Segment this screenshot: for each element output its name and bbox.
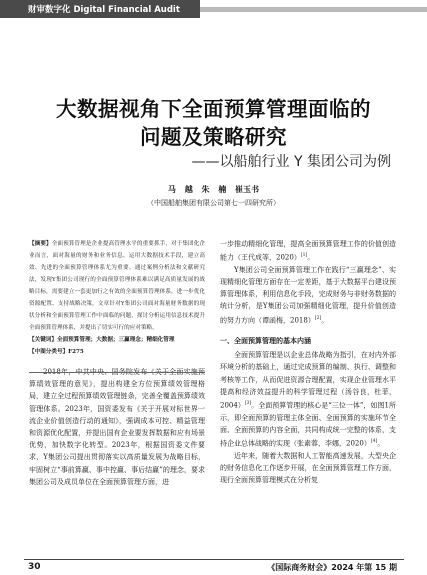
abstract-text: 全面预算管理是企业提高管理水平的重要抓手，对于集团化企业而言，面对海量的财务和业务信息，运用大数据技术手段，建立高效、先进的全面预算管理体系尤为重要。通过案例分析法和文献研究法，发现Y集团公司现行的全面预算管理体系难以满足高质量发展的战略目标，需要建立一套更加行之有效的全面预算管理体系，进一步优化资源配置、支持战略决策。文章针对Y集团公司面对海量财务数据的现状分析和全面预算管理工作中面临的问题，探讨分析运用信息技术提升全面预算管理体系，并提出了切实可行的应对策略。 [29, 241, 205, 331]
abstract [29, 238, 205, 334]
right-paragraph-2: Y集团公司全面预算管理工作在践行“三赢理念”、实现精细化管理方面存在一定差距，基于大数据平台建设预算管理体系，利用信息化手段，完成财务与非财务数据的统计分析，是Y集团公司加强精细化管理，提升价值创造的努力方向（谭函梅，2018）[2]。 [220, 265, 396, 324]
left-body-paragraph: 2018年，中共中央、国务院发布《关于全面实施预算绩效管理的意见》，提出构建全方位预算绩效管理格局，建立全过程预算绩效管理链条，完善全覆盖预算绩效管理体系。2023年，国资委发布《关于开展对标世界一流企业价值创造行动的通知》，强调成本可控、精益管理和资源优化配置，并提出国有企业要发挥数据和应有场景优势，加快数字化转型。2023年，根据国资委文件要求，Y集团公司提出贯彻落实以高质量发展为战略目标，牢固树立“事前算赢、事中控赢、事后结赢”的理念，要求集团公司及成员单位在全面预算管理方面，进 [29, 368, 205, 486]
footer-rule [24, 559, 404, 560]
affiliation: （中国船舶集团有限公司第七一四研究所） [147, 199, 280, 207]
right-paragraph-3b-text: 。全面预算管理的核心是“三位一体”，如图1所示，即全面预算的管理主体全面、全面预算的实施环节全面、全面预算的内容全面，共同构成统一完整的体系，支持企业总体战略的实现（张素蓉，李娜，2020） [220, 401, 396, 448]
citation-4: [4] [370, 439, 378, 445]
right-paragraph-3: 全面预算管理是以企业总体战略为指引，在对内外部环境分析的基础上，通过完成预算的编制、执行、调整和考核等工作，从而促进资源合理配置，实现企业管理水平提高和经济效益提升的科学管理过程（汤谷良，杜菲，2004）[3]。全面预算管理的核心是“三位一体”，如图1所示，即全面预算的管理主体全面、全面预算的实施环节全面、全面预算的内容全面，共同构成统一完整的体系，支持企业总体战略的实现（张素蓉，李娜，2020）[4]。 [220, 351, 396, 448]
section-heading-1: 一、全面预算管理的基本内涵 [220, 337, 311, 346]
authors: 马 越 朱 楠 崔玉书 [167, 185, 260, 194]
citation-2: [2] [314, 315, 322, 321]
keywords [29, 334, 205, 346]
citation-3: [3] [244, 401, 252, 407]
header-light-strip [200, 7, 427, 12]
title-line-1: 大数据视角下全面预算管理面临的 [56, 97, 371, 121]
keywords-text: 全面预算管理；大数据；三赢理念；精细化管理 [56, 337, 175, 343]
right-paragraph-2-text: Y集团公司全面预算管理工作在践行“三赢理念”、实现精细化管理方面存在一定差距，基于大数据平台建设预算管理体系，利用信息化手段，完成财务与非财务数据的统计分析，是Y集团公司加强精细化管理，提升价值创造的努力方向（谭函梅，2018） [220, 265, 396, 324]
right-column [220, 238, 396, 486]
journal-footer: 《国际商务财会》2024 年第 15 期 [267, 563, 397, 572]
keywords-label: 【关键词】 [29, 337, 57, 343]
citation-1: [1] [300, 253, 308, 259]
page-number: 30 [28, 562, 41, 572]
left-column [29, 238, 205, 488]
clc-label: 【中图分类号】 [29, 349, 69, 355]
subtitle: ——以船舶行业 Y 集团公司为例 [191, 154, 391, 170]
column-name: 财审数字化 Digital Financial Audit [28, 5, 180, 15]
clc [29, 346, 205, 358]
right-paragraph-4: 近年来，随着大数据和人工智能高速发展，大型央企的财务信息化工作逐步开展，在全面预算管理工作方面，现行全面预算管理模式在分析复 [220, 451, 396, 484]
right-paragraph-1: 一步推动精细化管理，提高全面预算管理工作的价值创造能力（王代成等，2020）[1]。 [220, 240, 396, 262]
abstract-label: 【摘要】 [29, 241, 52, 247]
right-paragraph-1-text: 一步推动精细化管理，提高全面预算管理工作的价值创造能力（王代成等，2020） [220, 240, 396, 262]
right-paragraph-3-text: 全面预算管理是以企业总体战略为指引，在对内外部环境分析的基础上，通过完成预算的编制、执行、调整和考核等工作，从而促进资源合理配置，实现企业管理水平提高和经济效益提升的科学管理过程（汤谷良，杜菲，2004） [220, 351, 396, 410]
clc-text: F275 [68, 349, 84, 355]
column-header-bar [0, 0, 427, 18]
title-line-2: 问题及策略研究 [140, 125, 287, 149]
abstract-divider [29, 372, 205, 373]
